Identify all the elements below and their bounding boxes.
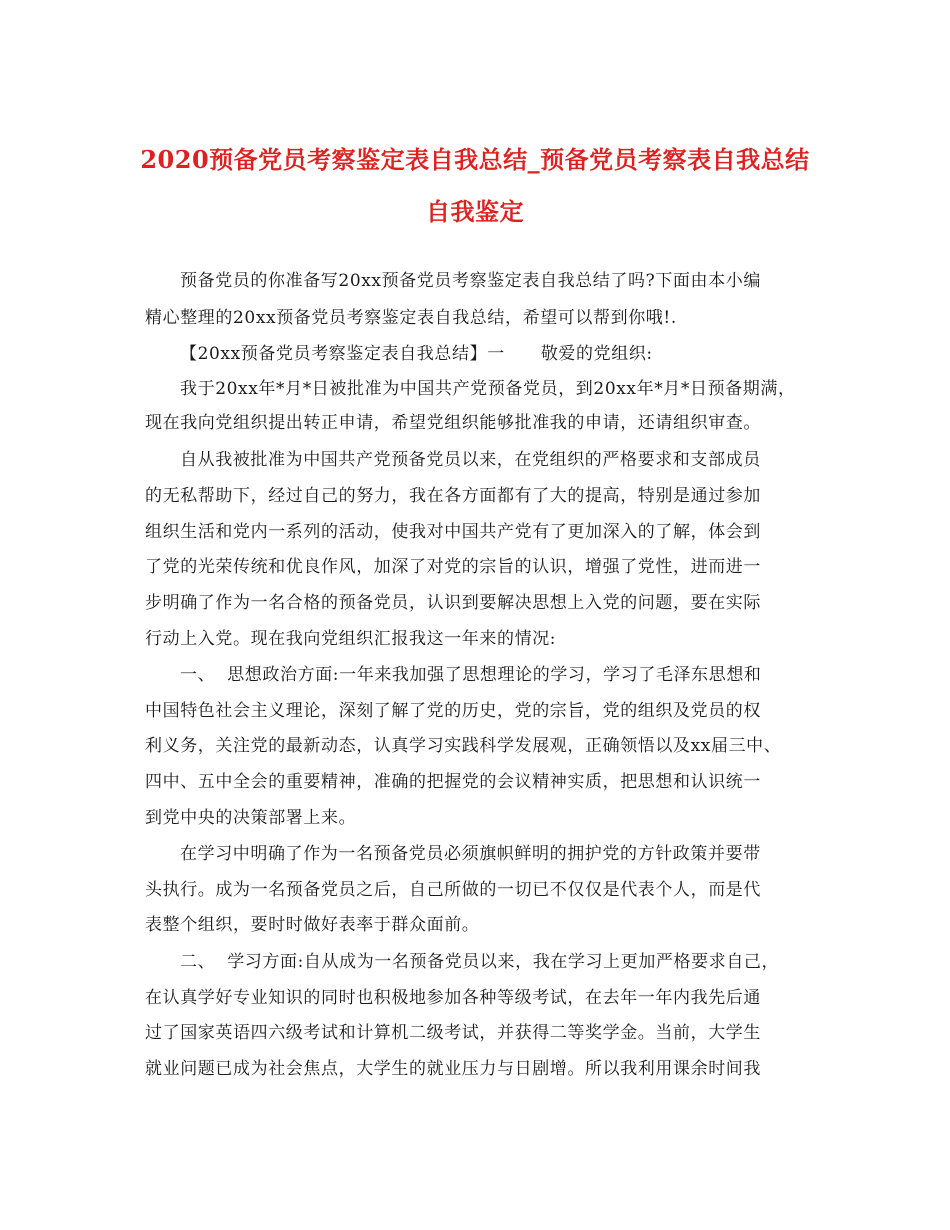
paragraph-line: 一、 思想政治方面:一年来我加强了思想理论的学习，学习了毛泽东思想和 — [180, 665, 762, 685]
paragraph-line: 表整个组织，要时时做好表率于群众面前。 — [145, 915, 480, 935]
paragraph-line: 步明确了作为一名合格的预备党员，认识到要解决思想上入党的问题，要在实际 — [145, 593, 761, 613]
paragraph-line: 组织生活和党内一系列的活动，使我对中国共产党有了更加深入的了解，体会到 — [145, 522, 761, 542]
paragraph-line: 自从我被批准为中国共产党预备党员以来，在党组织的严格要求和支部成员 — [180, 450, 761, 470]
paragraph-line: 利义务，关注党的最新动态，认真学习实践科学发展观，正确领悟以及xx届三中、 — [145, 736, 782, 756]
document-title-line-2: 自我鉴定 — [426, 197, 524, 226]
paragraph-line: 预备党员的你准备写20xx预备党员考察鉴定表自我总结了吗?下面由本小编 — [180, 271, 761, 291]
paragraph-line: 的无私帮助下，经过自己的努力，我在各方面都有了大的提高，特别是通过参加 — [145, 486, 761, 506]
paragraph-line: 就业问题已成为社会焦点，大学生的就业压力与日剧增。所以我利用课余时间我 — [145, 1059, 761, 1079]
paragraph-line: 到党中央的决策部署上来。 — [145, 808, 357, 828]
paragraph-line: 二、 学习方面:自从成为一名预备党员以来，我在学习上更加严格要求自己， — [180, 952, 780, 972]
paragraph-line: 在学习中明确了作为一名预备党员必须旗帜鲜明的拥护党的方针政策并要带 — [180, 844, 761, 864]
paragraph-line: 我于20xx年*月*日被批准为中国共产党预备党员，到20xx年*月*日预备期满， — [180, 379, 796, 399]
paragraph-line: 在认真学好专业知识的同时也积极地参加各种等级考试，在去年一年内我先后通 — [145, 988, 761, 1008]
paragraph-line: 过了国家英语四六级考试和计算机二级考试，并获得二等奖学金。当前，大学生 — [145, 1023, 761, 1043]
paragraph-line: 四中、五中全会的重要精神，准确的把握党的会议精神实质，把思想和认识统一 — [145, 772, 761, 792]
paragraph-line: 中国特色社会主义理论，深刻了解了党的历史，党的宗旨，党的组织及党员的权 — [145, 701, 761, 721]
document-title-line-1: 2020预备党员考察鉴定表自我总结_预备党员考察表自我总结 — [140, 145, 810, 174]
paragraph-line: 头执行。成为一名预备党员之后，自己所做的一切已不仅仅是代表个人，而是代 — [145, 880, 761, 900]
paragraph-line: 精心整理的20xx预备党员考察鉴定表自我总结，希望可以帮到你哦!. — [145, 308, 677, 328]
paragraph-line: 现在我向党组织提出转正申请，希望党组织能够批准我的申请，还请组织审查。 — [145, 413, 761, 433]
paragraph-line: 了党的光荣传统和优良作风，加深了对党的宗旨的认识，增强了党性，进而进一 — [145, 557, 761, 577]
paragraph-line: 行动上入党。现在我向党组织汇报我这一年来的情况: — [145, 629, 557, 649]
paragraph-line: 【20xx预备党员考察鉴定表自我总结】一 敬爱的党组织: — [180, 344, 653, 364]
